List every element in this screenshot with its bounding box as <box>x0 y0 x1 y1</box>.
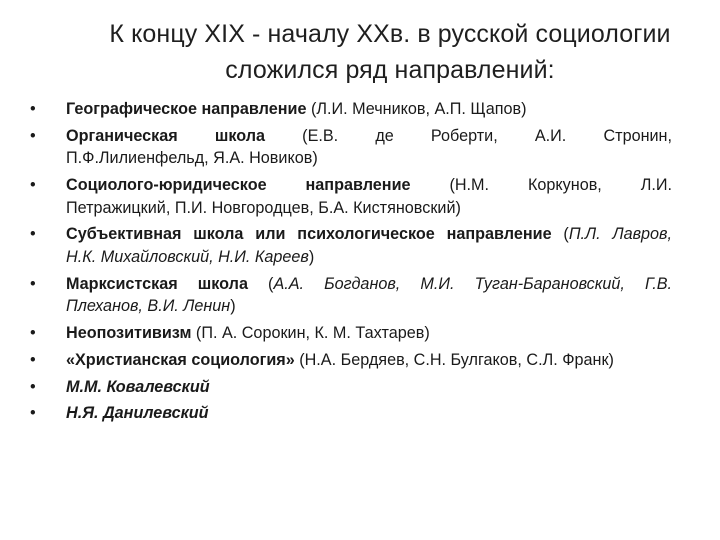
bullet-icon: • <box>30 176 36 195</box>
list-item-legal <box>30 174 672 219</box>
direction-authors: (П. А. Сорокин, К. М. Тахтарев) <box>191 323 430 342</box>
direction-name: М.М. Ковалевский <box>66 377 210 396</box>
direction-authors: (Н.А. Бердяев, С.Н. Булгаков, С.Л. Франк) <box>294 350 614 369</box>
bullet-icon: • <box>30 377 36 396</box>
direction-name: «Христианская социология» <box>66 350 295 369</box>
bullet-icon: • <box>30 126 36 145</box>
bullet-icon: • <box>30 404 36 423</box>
direction-authors-line-2: П.Ф.Лилиенфельд, Я.А. Новиков) <box>66 149 318 168</box>
direction-authors-line-1: (Е.В. де Роберти, А.И. Стронин, <box>265 126 672 145</box>
direction-name: Социолого-юридическое направление <box>66 176 411 195</box>
direction-name: Неопозитивизм <box>66 323 192 342</box>
bullet-icon: • <box>30 274 36 293</box>
direction-authors-line-1: (Н.М. Коркунов, Л.И. <box>410 176 673 195</box>
direction-authors-line-1: А.А. Богданов, М.И. Туган-Барановский, Г.В. <box>273 274 672 293</box>
paren-open: ( <box>247 274 274 293</box>
list-item-organic <box>30 125 672 170</box>
list-item-danilevsky <box>30 402 672 425</box>
bullet-icon: • <box>30 350 36 369</box>
slide-title <box>70 16 710 88</box>
list-item-marxist <box>30 273 672 318</box>
paren-close: ) <box>230 297 236 316</box>
paren-open: ( <box>551 225 569 244</box>
list-item-kovalevsky <box>30 376 672 399</box>
direction-name: Органическая школа <box>66 126 266 145</box>
direction-authors-line-2: Плеханов, В.И. Ленин <box>66 297 231 316</box>
paren-close: ) <box>308 247 315 266</box>
list-item-neopositivism <box>30 322 672 345</box>
direction-name: Н.Я. Данилевский <box>66 404 209 423</box>
list-item-christian-sociology <box>30 349 672 372</box>
directions-list <box>30 98 672 429</box>
direction-name: Марксистская школа <box>66 274 248 293</box>
bullet-icon: • <box>30 323 36 342</box>
slide-title-line-2: сложился ряд направлений: <box>225 56 555 84</box>
direction-authors-line-2: Н.К. Михайловский, Н.И. Кареев <box>66 247 309 266</box>
direction-name: Географическое направление <box>66 100 307 118</box>
direction-authors-line-2: Петражицкий, П.И. Новгородцев, Б.А. Кистяновский) <box>66 198 461 217</box>
slide-title-line-1: К концу XIX - началу XXв. в русской социологии <box>109 20 671 48</box>
direction-authors-line-1: П.Л. Лавров, <box>568 225 672 244</box>
list-item-subjective <box>30 223 672 268</box>
bullet-icon: • <box>30 225 36 244</box>
direction-authors: (Л.И. Мечников, А.П. Щапов) <box>306 100 527 118</box>
list-item-geographic <box>30 98 672 121</box>
bullet-icon: • <box>30 100 36 118</box>
direction-name: Субъективная школа или психологическое направление <box>66 225 552 244</box>
